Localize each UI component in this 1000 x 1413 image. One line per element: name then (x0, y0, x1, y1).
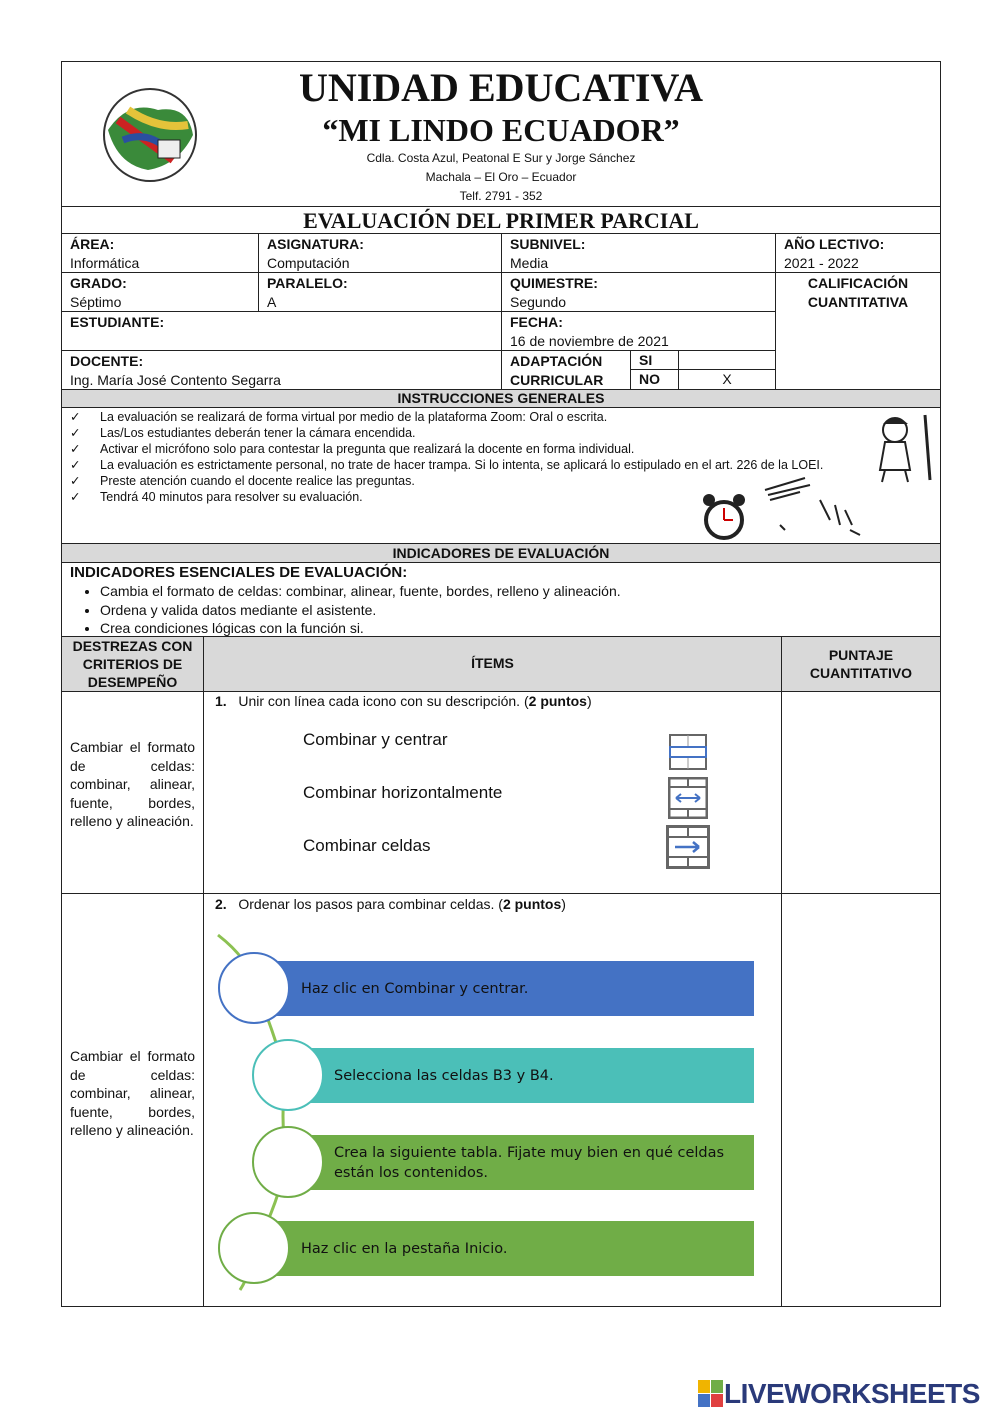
docente-value: Ing. María José Contento Segarra (70, 372, 281, 388)
area-label: ÁREA: (70, 236, 115, 252)
estudiante-label: ESTUDIANTE: (70, 314, 165, 330)
docente-cell (61, 350, 502, 390)
school-phone: Telf. 2791 - 352 (459, 189, 543, 203)
no-box[interactable]: X (678, 369, 776, 390)
area-cell (61, 233, 259, 273)
merge-cells-icon[interactable] (666, 825, 710, 869)
asignatura-cell (258, 233, 502, 273)
indicator-item: • Crea condiciones lógicas con la función si. (100, 619, 932, 638)
step-1-circle[interactable] (218, 952, 290, 1024)
question-number: 2. (215, 896, 227, 912)
scribbles-icon (760, 470, 865, 540)
option-combinar-horizontal[interactable]: Combinar horizontalmente (303, 783, 503, 802)
step-text: Haz clic en la pestaña Inicio. (301, 1240, 508, 1257)
adaptacion-label: ADAPTACIÓN (510, 353, 603, 369)
score-cell-1[interactable] (781, 691, 941, 894)
school-title: UNIDAD EDUCATIVA (298, 65, 704, 110)
estudiante-cell[interactable] (61, 311, 502, 351)
quimestre-value: Segundo (510, 294, 567, 310)
paralelo-label: PARALELO: (267, 275, 348, 291)
fecha-cell (501, 311, 776, 351)
instruction-item: ✓ Las/Los estudiantes deberán tener la cámara encendida. (62, 425, 860, 441)
step-text: Haz clic en Combinar y centrar. (301, 980, 529, 997)
subnivel-cell (501, 233, 776, 273)
question-number: 1. (215, 693, 227, 709)
question-2 (215, 895, 566, 914)
indicators-title: INDICADORES DE EVALUACIÓN (61, 543, 941, 563)
step-3[interactable] (288, 1135, 754, 1190)
curricular-label: CURRICULAR (510, 372, 604, 388)
liveworksheets-brand: LIVEWORKSHEETS (724, 1378, 980, 1409)
step-2-circle[interactable] (252, 1039, 324, 1111)
merge-center-icon[interactable] (669, 734, 707, 770)
col-items-label: ÍTEMS (471, 655, 514, 671)
adaptacion-cell (501, 350, 631, 390)
instruction-item: ✓ La evaluación es estrictamente personal, no trate de hacer trampa. Si lo intenta, se aplicará lo estipulado en el art. 226 de la LOEI. (62, 457, 860, 473)
school-subtitle: “MI LINDO ECUADOR” (322, 112, 680, 148)
question-text: Unir con línea cada icono con su descripción. ( (238, 693, 529, 709)
col-items-header (203, 636, 782, 692)
destreza-text: Cambiar el formato de celdas: combinar, alinear, fuente, bordes, relleno y alineación. (70, 739, 195, 829)
destreza-cell-2 (61, 893, 204, 1307)
col-puntaje-header (781, 636, 941, 692)
quimestre-cell (501, 272, 776, 312)
question-close: ) (586, 693, 592, 709)
step-text: Crea la siguiente tabla. Fijate muy bien en qué celdas están los contenidos. (334, 1144, 725, 1181)
alarm-clock-icon (697, 492, 751, 542)
indicators-list (70, 582, 932, 638)
step-2[interactable] (288, 1048, 754, 1103)
instruction-item: ✓ Preste atención cuando el docente realice las preguntas. (62, 473, 860, 489)
paralelo-value: A (267, 294, 277, 310)
paralelo-cell (258, 272, 502, 312)
subnivel-value: Media (510, 255, 549, 271)
fecha-value: 16 de noviembre de 2021 (510, 333, 669, 349)
indicators-box (61, 562, 941, 637)
step-4[interactable] (254, 1221, 754, 1276)
step-1[interactable] (254, 961, 754, 1016)
no-label: NO (630, 369, 679, 390)
option-combinar-celdas[interactable]: Combinar celdas (303, 836, 431, 855)
instructions-title: INSTRUCCIONES GENERALES (61, 389, 941, 408)
calificacion-cell[interactable] (775, 272, 941, 390)
asignatura-value: Computación (267, 255, 350, 271)
grado-label: GRADO: (70, 275, 127, 291)
destreza-cell-1 (61, 691, 204, 894)
question-1 (215, 692, 592, 711)
step-4-circle[interactable] (218, 1212, 290, 1284)
cuantitativa-label: CUANTITATIVA (807, 294, 909, 310)
school-city: Machala – El Oro – Ecuador (425, 170, 577, 184)
col-destrezas-header (61, 636, 204, 692)
indicator-item: • Cambia el formato de celdas: combinar, alinear, fuente, bordes, relleno y alineación. (100, 582, 932, 601)
grado-value: Séptimo (70, 294, 122, 310)
si-label: SI (630, 350, 679, 370)
merge-across-icon[interactable] (668, 777, 708, 819)
score-cell-2[interactable] (781, 893, 941, 1307)
question-text: Ordenar los pasos para combinar celdas. ( (238, 896, 503, 912)
evaluation-title: EVALUACIÓN DEL PRIMER PARCIAL (61, 206, 941, 234)
option-combinar-centrar[interactable]: Combinar y centrar (303, 730, 448, 749)
liveworksheets-icon (698, 1380, 724, 1408)
col-puntaje-label: PUNTAJE CUANTITATIVO (809, 647, 913, 681)
step-text: Selecciona las celdas B3 y B4. (334, 1067, 554, 1084)
instructions-list (62, 409, 860, 505)
question-close: ) (561, 896, 566, 912)
fecha-label: FECHA: (510, 314, 563, 330)
student-drawing-icon (870, 410, 938, 485)
anio-value: 2021 - 2022 (784, 255, 859, 271)
si-box[interactable] (678, 350, 776, 370)
anio-cell (775, 233, 941, 273)
col-destrezas-label: DESTREZAS CON CRITERIOS DE DESEMPEÑO (72, 638, 193, 690)
indicators-subtitle: INDICADORES ESENCIALES DE EVALUACIÓN: (70, 564, 408, 581)
asignatura-label: ASIGNATURA: (267, 236, 364, 252)
grado-cell (61, 272, 259, 312)
question-points: 2 puntos (502, 896, 562, 912)
indicator-item: • Ordena y valida datos mediante el asistente. (100, 601, 932, 620)
question-points: 2 puntos (528, 693, 587, 709)
anio-label: AÑO LECTIVO: (784, 236, 885, 252)
subnivel-label: SUBNIVEL: (510, 236, 586, 252)
quimestre-label: QUIMESTRE: (510, 275, 598, 291)
instruction-item: ✓ La evaluación se realizará de forma virtual por medio de la plataforma Zoom: Oral o escrita. (62, 409, 860, 425)
instruction-item: ✓ Tendrá 40 minutos para resolver su evaluación. (62, 489, 860, 505)
calificacion-label: CALIFICACIÓN (807, 275, 909, 291)
area-value: Informática (70, 255, 140, 271)
destreza-text: Cambiar el formato de celdas: combinar, alinear, fuente, bordes, relleno y alineación. (70, 1048, 195, 1138)
school-address: Cdla. Costa Azul, Peatonal E Sur y Jorge Sánchez (366, 151, 636, 165)
liveworksheets-logo (698, 1378, 980, 1410)
step-3-circle[interactable] (252, 1126, 324, 1198)
docente-label: DOCENTE: (70, 353, 144, 369)
instruction-item: ✓ Activar el micrófono solo para contestar la pregunta que realizará la docente en forma individual. (62, 441, 860, 457)
